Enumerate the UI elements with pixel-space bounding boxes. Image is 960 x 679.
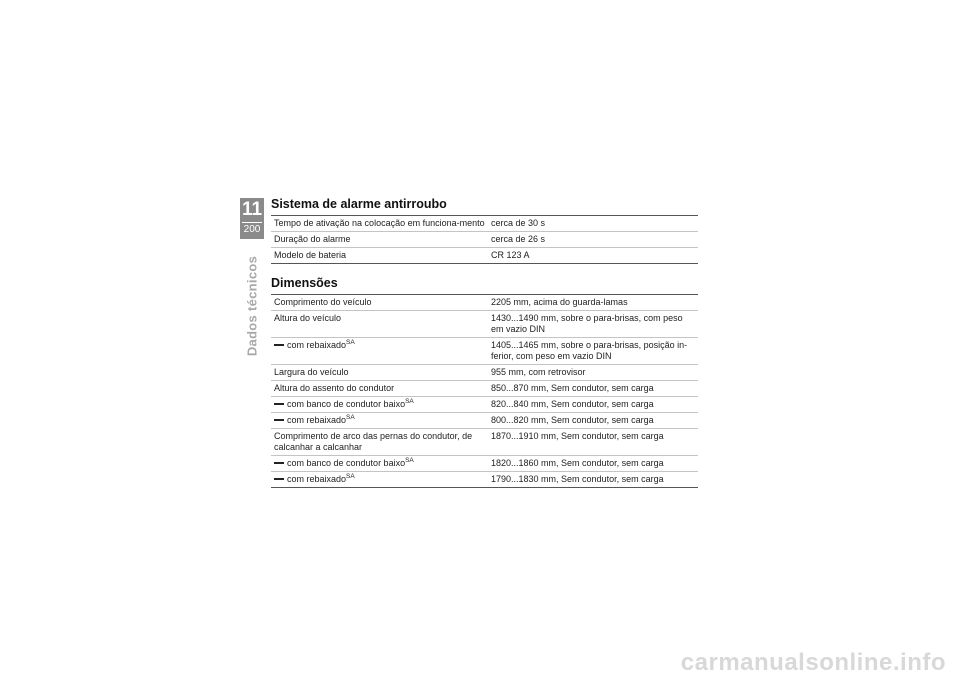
row-label: Comprimento do veículo bbox=[274, 297, 372, 307]
row-label-cell bbox=[271, 456, 487, 472]
row-value: 800...820 mm, Sem condutor, sem carga bbox=[487, 413, 698, 429]
row-value: 2205 mm, acima do guarda-lamas bbox=[491, 297, 628, 307]
row-label-cell bbox=[271, 429, 487, 456]
row-label: com rebaixado bbox=[287, 415, 347, 425]
row-value: 1790...1830 mm, Sem condutor, sem carga bbox=[487, 472, 698, 488]
chapter-tab bbox=[240, 198, 264, 239]
row-label: com banco de condutor baixo bbox=[287, 399, 406, 409]
row-label: com rebaixado bbox=[287, 340, 347, 350]
row-label: Altura do veículo bbox=[274, 313, 342, 323]
table-row bbox=[271, 413, 698, 429]
table-row bbox=[271, 397, 698, 413]
row-label-cell bbox=[271, 295, 487, 311]
row-label-cell bbox=[271, 365, 487, 381]
page-content bbox=[271, 196, 698, 488]
row-label: Largura do veículo bbox=[274, 367, 349, 377]
row-label: Comprimento de arco das pernas do condutor, de calcanhar a calcanhar bbox=[274, 431, 473, 452]
chapter-divider bbox=[242, 222, 262, 223]
table-row bbox=[271, 232, 698, 248]
alarm-table bbox=[271, 215, 698, 264]
dash-bullet-icon bbox=[274, 419, 284, 421]
row-label-cell bbox=[271, 472, 487, 488]
row-value: cerca de 30 s bbox=[491, 218, 546, 228]
table-row bbox=[271, 456, 698, 472]
alarm-section-title: Sistema de alarme antirroubo bbox=[271, 197, 447, 211]
table-row bbox=[271, 295, 698, 311]
row-label-cell bbox=[271, 232, 487, 248]
special-equipment-mark: SA bbox=[405, 457, 414, 464]
special-equipment-mark: SA bbox=[346, 339, 355, 346]
row-label-cell bbox=[271, 216, 487, 232]
special-equipment-mark: SA bbox=[346, 414, 355, 421]
row-label-cell bbox=[271, 311, 487, 338]
row-label-cell bbox=[271, 338, 487, 365]
row-value: 955 mm, com retrovisor bbox=[487, 365, 698, 381]
row-label: com rebaixado bbox=[287, 474, 347, 484]
special-equipment-mark: SA bbox=[346, 473, 355, 480]
row-value: 1405...1465 mm, sobre o para-brisas, posição in-ferior, com peso em vazio DIN bbox=[487, 338, 698, 365]
row-label-cell bbox=[271, 381, 487, 397]
dash-bullet-icon bbox=[274, 344, 284, 346]
table-row bbox=[271, 472, 698, 488]
row-label: Tempo de ativação na colocação em funciona-mento bbox=[274, 218, 485, 228]
row-value: CR 123 A bbox=[487, 248, 698, 264]
row-value: cerca de 26 s bbox=[487, 232, 698, 248]
chapter-side-label: Dados técnicos bbox=[244, 255, 260, 357]
row-label: com banco de condutor baixo bbox=[287, 458, 406, 468]
row-label: Duração do alarme bbox=[274, 234, 351, 244]
table-row bbox=[271, 216, 698, 232]
table-row bbox=[271, 429, 698, 456]
row-label: Altura do assento do condutor bbox=[274, 383, 395, 393]
row-value: 850...870 mm, Sem condutor, sem carga bbox=[487, 381, 698, 397]
dash-bullet-icon bbox=[274, 462, 284, 464]
row-value: 1870...1910 mm, Sem condutor, sem carga bbox=[487, 429, 698, 456]
dash-bullet-icon bbox=[274, 478, 284, 480]
row-label: Modelo de bateria bbox=[274, 250, 347, 260]
row-value: 1430...1490 mm, sobre o para-brisas, com peso em vazio DIN bbox=[487, 311, 698, 338]
table-row bbox=[271, 338, 698, 365]
row-label-cell bbox=[271, 413, 487, 429]
chapter-number: 11 bbox=[241, 199, 263, 220]
row-value: 1820...1860 mm, Sem condutor, sem carga bbox=[487, 456, 698, 472]
dash-bullet-icon bbox=[274, 403, 284, 405]
dimensions-section-title: Dimensões bbox=[271, 276, 338, 290]
watermark-text: carmanualsonline.info bbox=[680, 649, 946, 676]
table-row bbox=[271, 365, 698, 381]
row-label-cell bbox=[271, 397, 487, 413]
dimensions-table bbox=[271, 294, 698, 488]
page-number: 200 bbox=[243, 224, 261, 235]
row-label-cell bbox=[271, 248, 487, 264]
table-row bbox=[271, 248, 698, 264]
special-equipment-mark: SA bbox=[405, 398, 414, 405]
table-row bbox=[271, 381, 698, 397]
table-row bbox=[271, 311, 698, 338]
row-value: 820...840 mm, Sem condutor, sem carga bbox=[487, 397, 698, 413]
